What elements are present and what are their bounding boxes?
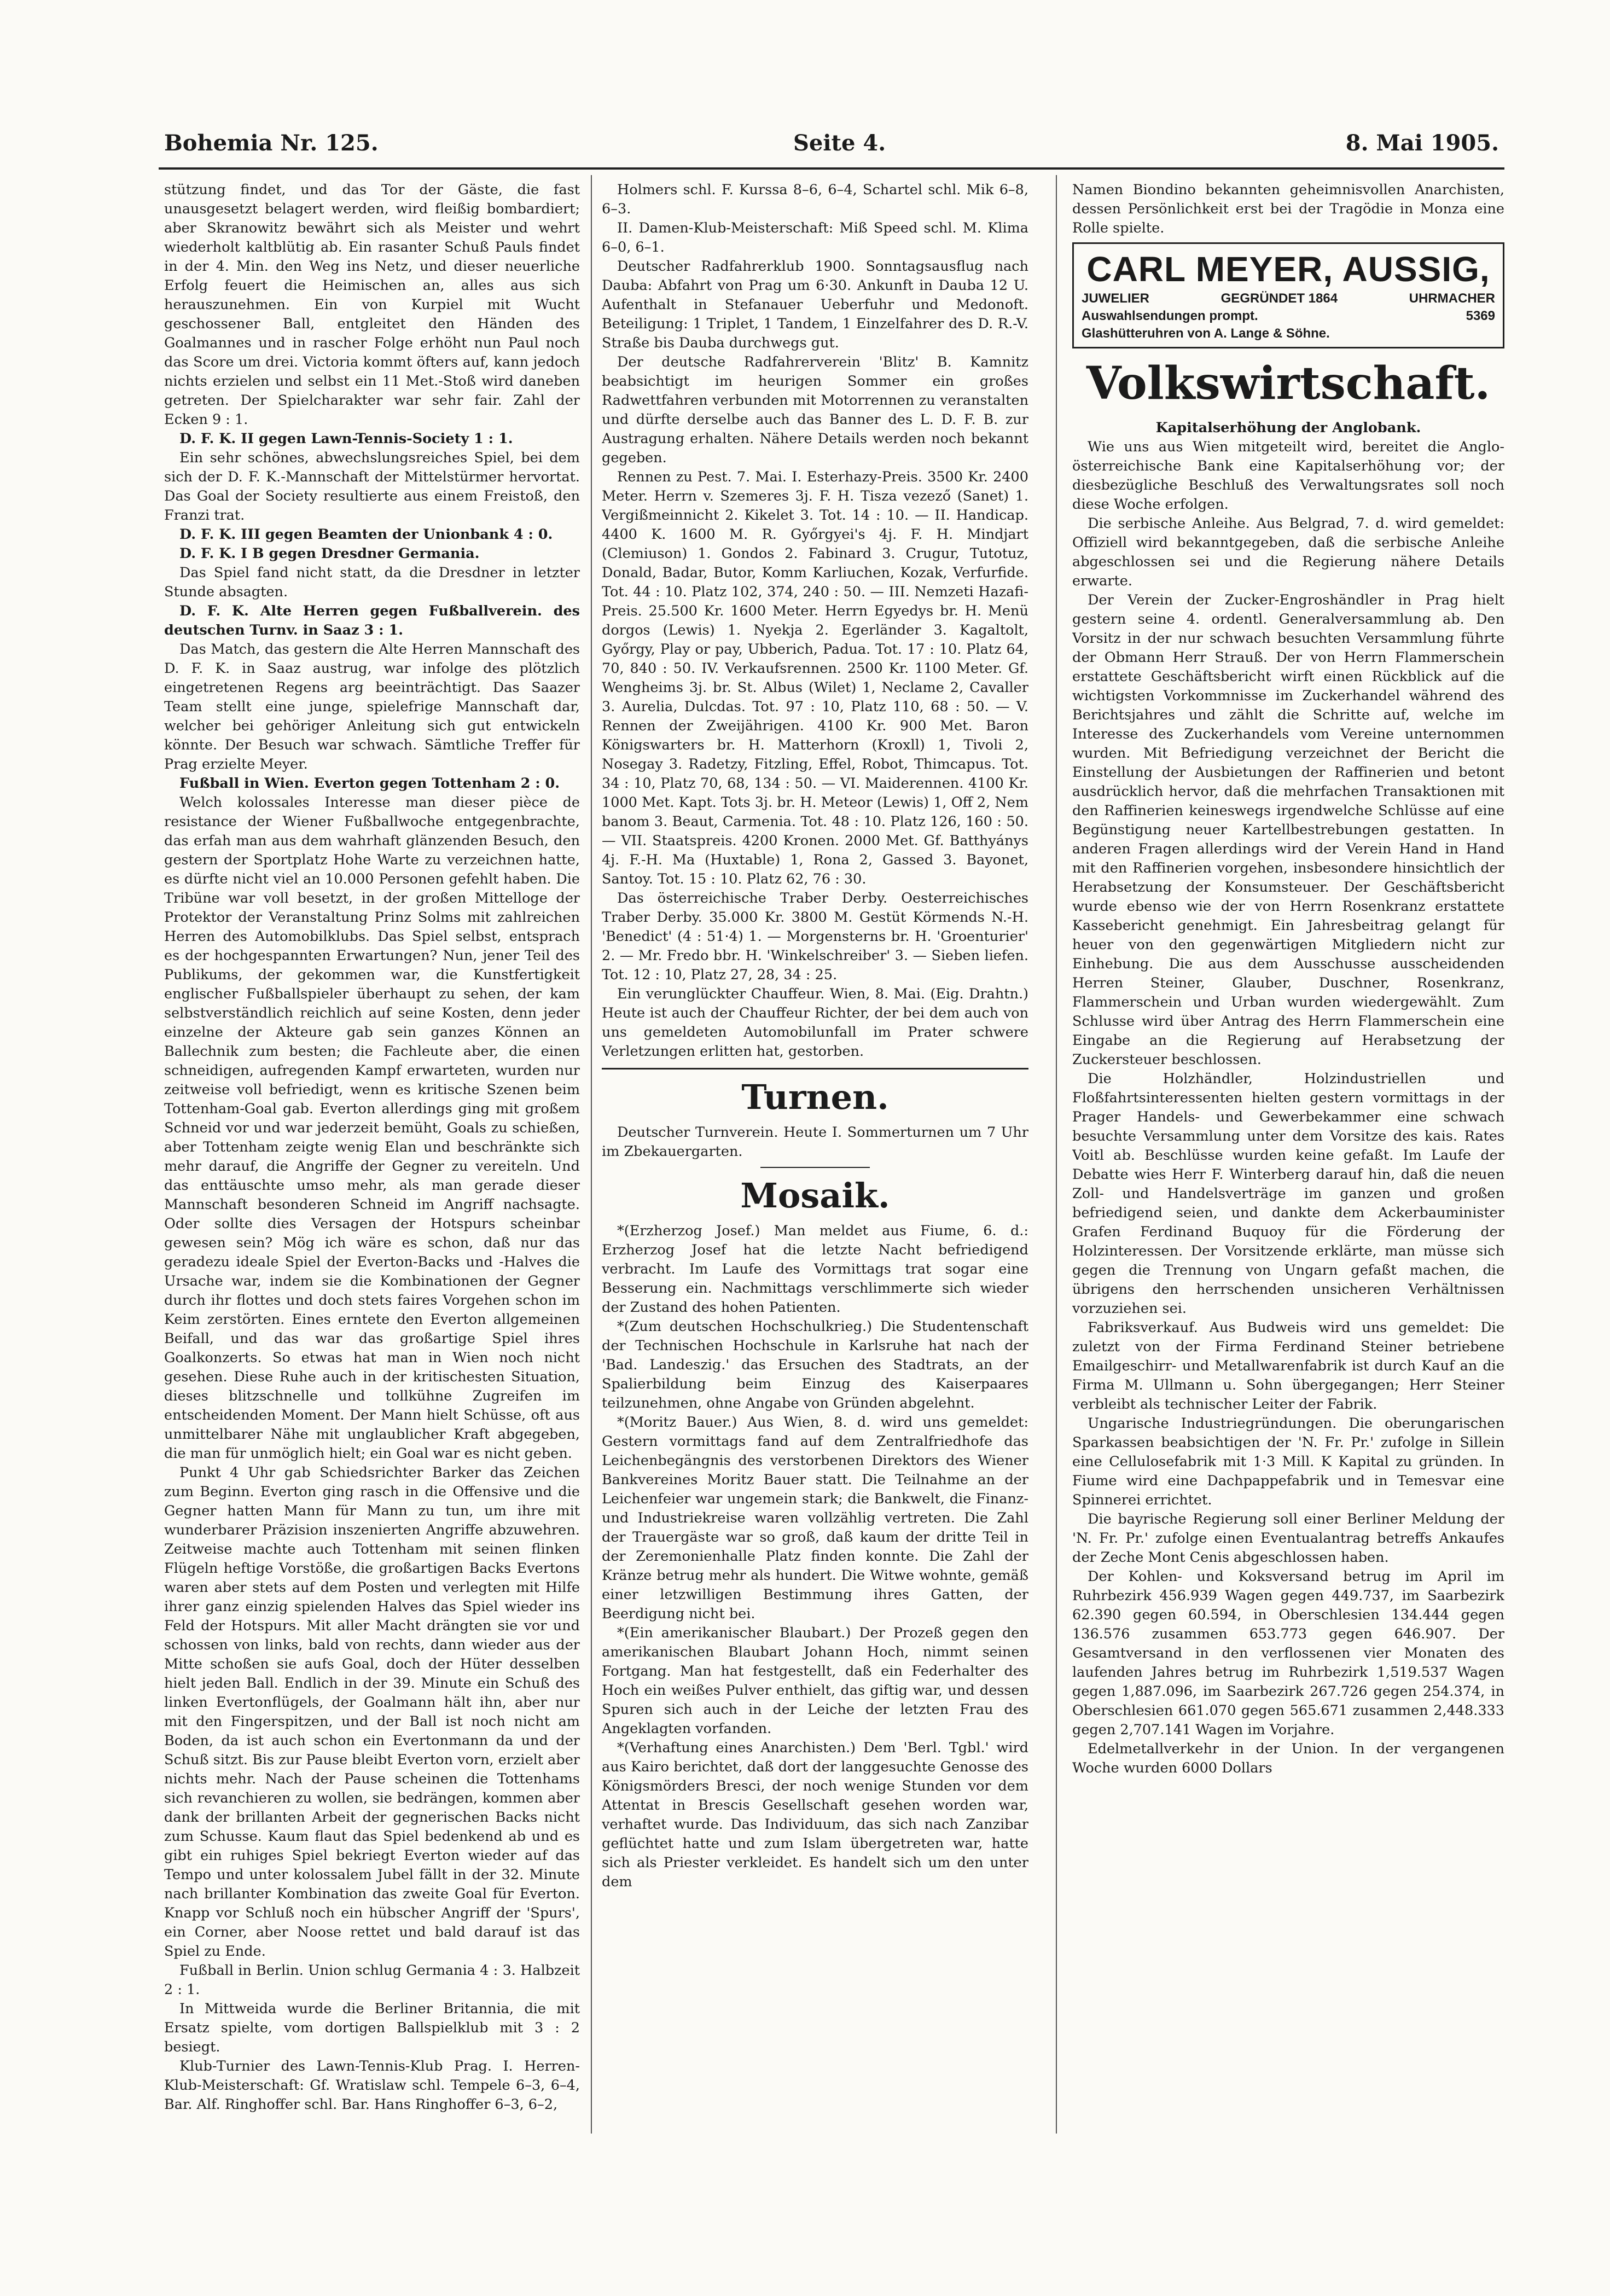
article-paragraph: Die serbische Anleihe. Aus Belgrad, 7. d. wird gemeldet: Offiziell wird bekanntgegeben, daß die serbische Anleihe abgeschlossen sei und die Regierung nähere Details erwarte. — [1072, 515, 1504, 589]
article-paragraph: Wie uns aus Wien mitgeteilt wird, bereitet die Anglo-österreichische Bank eine Kapitalserhöhung vor; der diesbezügliche Beschluß des Verwaltungsrates soll noch diese Woche erfolgen. — [1072, 439, 1504, 513]
page-number: Seite 4. — [793, 130, 886, 156]
article-subheading: D. F. K. I B gegen Dresdner Germania. — [179, 545, 480, 562]
article-paragraph: Fabriksverkauf. Aus Budweis wird uns gemeldet: Die zuletzt von der Firma Ferdinand Steiner betriebene Emailgeschirr- und Metallwarenfabrik ist durch Kauf an die Firma M. Ullmann u. Sohn übergegangen; Herr Steiner verbleibt als technischer Leiter der Fabrik. — [1072, 1320, 1504, 1413]
article-paragraph: Ein verunglückter Chauffeur. Wien, 8. Mai. (Eig. Drahtn.) Heute ist auch der Chauffeur Richter, der bei dem auch von uns gemeldeten Automobilunfall im Prater schwere Verletzungen erlitten hat, gestorben. — [602, 986, 1028, 1060]
article-subheading: D. F. K. Alte Herren gegen Fußballverein. des deutschen Turnv. in Saaz 3 : 1. — [164, 603, 580, 638]
ad-trades-line — [1082, 290, 1495, 307]
article-paragraph: Der deutsche Radfahrerverein 'Blitz' B. Kamnitz beabsichtigt im heurigen Sommer ein großes Radwettfahren verbunden mit Motorrennen zu veranstalten und dürfte derselbe auch das Banner des L. D. F. B. zur Austragung erhalten. Nähere Details werden noch bekannt gegeben. — [602, 354, 1028, 466]
page-header — [164, 126, 1499, 164]
article-paragraph: Das Match, das gestern die Alte Herren Mannschaft des D. F. K. in Saaz austrug, war infolge des plötzlich eingetretenen Regens arg beeinträchtigt. Das Saazer Team stellt eine junge, spielefrige Mannschaft dar, welcher bei gehöriger Anleitung sich gut entwickeln könnte. Der Besuch war schwach. Sämtliche Treffer für Prag erzielte Meyer. — [164, 641, 580, 772]
ad-title: CARL MEYER, AUSSIG, — [1086, 249, 1490, 289]
article-paragraph: Namen Biondino bekannten geheimnisvollen Anarchisten, dessen Persönlichkeit erst bei der Tragödie in Monza eine Rolle spielte. — [1072, 182, 1504, 236]
article-paragraph: *(Verhaftung eines Anarchisten.) Dem 'Berl. Tgbl.' wird aus Kairo berichtet, daß dort der langgesuchte Genosse des Königsmörders Bresci, der noch wenige Stunden vor dem Attentat in Brescis Gesellschaft gesehen worden war, verhaftet wurde. Das Individuum, das sich nach Zanzibar geflüchtet hatte und zum Islam übergetreten war, hatte sich als Priester verkleidet. Es handelt sich um den unter dem — [602, 1740, 1028, 1890]
article-paragraph: Deutscher Turnverein. Heute I. Sommerturnen um 7 Uhr im Zbekauergarten. — [602, 1124, 1028, 1160]
article-paragraph: Der Kohlen- und Koksversand betrug im April im Ruhrbezirk 456.939 Wagen gegen 449.737, im Saarbezirk 62.390 gegen 60.594, in Oberschlesien 134.444 gegen 136.576 zusammen 653.773 gegen 646.907. Der Gesamtversand in den verflossenen vier Monaten des laufenden Jahres betrug im Ruhrbezirk 1,519.537 Wagen gegen 1,887.096, im Saarbezirk 267.726 gegen 254.374, in Oberschlesien 661.070 gegen 565.671 zusammen 2,448.333 gegen 2,707.141 Wagen im Vorjahre. — [1072, 1568, 1504, 1738]
article-paragraph: *(Erzherzog Josef.) Man meldet aus Fiume, 6. d.: Erzherzog Josef hat die letzte Nacht befriedigend verbracht. Im Laufe des Vormittags trat sogar eine Besserung ein. Nachmittags verschlimmerte sich wieder der Zustand des hohen Patienten. — [602, 1223, 1028, 1316]
article-paragraph: Das österreichische Traber Derby. Oesterreichisches Traber Derby. 35.000 Kr. 3800 M. Gestüt Körmends N.-H. 'Benedict' (4 : 51·4) 1. — Morgensterns br. H. 'Groenturier' 2. — Mr. Fredo bbr. H. 'Winkelschreiber' 3. — Sieben liefen. Tot. 12 : 10, Platz 27, 28, 34 : 25. — [602, 890, 1028, 983]
ad-shipping: Auswahlsendungen prompt. — [1082, 309, 1258, 323]
article-paragraph: Der Verein der Zucker-Engroshändler in Prag hielt gestern seine 4. ordentl. Generalversammlung ab. Den Vorsitz in der nur schwach besuchten Versammlung führte der Obmann Herr Strauß. Der von Herrn Flammerschein erstattete Geschäftsbericht wirft einen Rückblick auf die wichtigsten Vorkommnisse im Zuckerhandel während des Berichtsjahres und zählt die Schritte auf, welche im Interesse des Zuckerhandels vom Vereine unternommen wurden. Mit Befriedigung verzeichnet der Bericht die Einstellung der Ausbietungen der Raffinerien und betont ausdrücklich hervor, daß die mehrfachen Transaktionen mit den Raffinerien keineswegs irgendwelche Schlüsse auf eine Begünstigung neuer Kartellbestrebungen gestatten. In anderen Fragen allerdings wird der Verein Hand in Hand mit den Raffinerien vorgehen, insbesondere hinsichtlich der Herabsetzung der Konsumsteuer. Der Geschäftsbericht wurde ebenso wie der von Herrn Rosenkranz erstattete Kassebericht genehmigt. Ein Jahresbeitrag gelangt für heuer von den gegenwärtigen Mitgliedern nicht zur Einhebung. Die aus dem Ausschusse ausscheidenden Herren Steiner, Glauber, Duschner, Rosenkranz, Flammerschein und Urban wurden wiedergewählt. Zum Schlusse wird über Antrag des Herrn Flammerschein eine Eingabe an die Regierung auf Herabsetzung der Zuckersteuer beschlossen. — [1072, 592, 1504, 1068]
article-paragraph: In Mittweida wurde die Berliner Britannia, die mit Ersatz spielte, vom dortigen Ballspielklub mit 3 : 2 besiegt. — [164, 2001, 580, 2055]
article-paragraph: Edelmetallverkehr in der Union. In der vergangenen Woche wurden 6000 Dollars — [1072, 1741, 1504, 1776]
ad-shipping-line — [1082, 307, 1495, 325]
section-heading-turnen: Turnen. — [741, 1077, 889, 1117]
article-paragraph: Punkt 4 Uhr gab Schiedsrichter Barker das Zeichen zum Beginn. Everton ging rasch in die Offensive und die Gegner hatten Mann für Mann zu tun, um ihre mit wunderbarer Präzision inszenierten Angriffe abzuwehren. Zeitweise machte auch Tottenham mit seinen flinken Flügeln heftige Vorstöße, die großartigen Backs Evertons waren aber stets auf dem Posten und verlegten mit Hilfe ihrer ganz einzig spielenden Halves das Spiel wieder ins Feld der Hotspurs. Mit aller Macht drängten sie vor und schossen von links, bald von rechts, dann wieder aus der Mitte schoßen sie aufs Goal, doch der Hüter desselben hielt jeden Ball. Endlich in der 39. Minute ein Schuß des linken Evertonflügels, der Goalmann hält ihn, aber nur mit den Fingerspitzen, und der Ball ist noch nicht am Boden, da ist auch schon ein Evertonmann da und der Schuß sitzt. Bis zur Pause bleibt Everton vorn, erzielt aber nichts mehr. Nach der Pause scheinen die Tottenhams sich revanchieren zu wollen, sie bedrängen, kommen aber dank der brillanten Arbeit der gegnerischen Backs nicht zum Schusse. Kaum flaut das Spiel bedenkend ab und es gibt ein ruhiges Spiel bekriegt Everton wieder auf das Tempo und unter kolossalem Jubel fällt in der 32. Minute nach brillanter Kombination das zweite Goal für Everton. Knapp vor Schluß noch ein hübscher Angriff der 'Spurs', ein Corner, aber Noose rettet und bald darauf ist das Spiel zu Ende. — [164, 1464, 580, 1960]
article-paragraph: *(Ein amerikanischer Blaubart.) Der Prozeß gegen den amerikanischen Blaubart Johann Hoch, nimmt seinen Fortgang. Man hat festgestellt, daß ein Federhalter des Hoch ein weißes Pulver enthielt, das giftig war, und dessen Spuren sich auch in der Leiche der letzten Frau des Angeklagten vorfanden. — [602, 1625, 1028, 1737]
issue-date: 8. Mai 1905. — [1345, 130, 1499, 156]
article-subheading: Fußball in Wien. Everton gegen Tottenham 2 : 0. — [179, 775, 560, 792]
article-paragraph: Deutscher Radfahrerklub 1900. Sonntagsausflug nach Dauba: Abfahrt von Prag um 6·30. Ankunft in Dauba 12 U. Aufenthalt in Stefanauer Ueberfuhr und Medonoft. Beteiligung: 1 Triplet, 1 Tandem, 1 Einzelfahrer des D. R.-V. Straße bis Dauba durchwegs gut. — [602, 258, 1028, 351]
article-paragraph: *(Moritz Bauer.) Aus Wien, 8. d. wird uns gemeldet: Gestern vormittags fand auf dem Zentralfriedhofe das Leichenbegängnis des verstorbenen Direktors des Wiener Bankvereines Moritz Bauer statt. Die Teilnahme an der Leichenfeier war ungemein stark; die Bankwelt, die Finanz- und Industriekreise waren vollzählig vertreten. Die Zahl der Trauergäste war so groß, daß kaum der dritte Teil in der Zeremonienhalle Platz finden konnte. Die Zahl der Kränze betrug mehr als hundert. Die Witwe wohnte, gemäß einer letzwilligen Bestimmung ihres Gatten, der Beerdigung nicht bei. — [602, 1414, 1028, 1622]
article-paragraph: stützung findet, und das Tor der Gäste, die fast unausgesetzt belagert werden, wird fleißig bombardiert; aber Skranowitz bewährt sich als Meister und wehrt wiederholt kaltblütig ab. Ein rasanter Schuß Pauls findet in der 4. Min. den Weg ins Netz, und dieser neuerliche Erfolg feuert die Heimischen an, alles aus sich herauszunehmen. Ein von Kurpiel mit Wucht geschossener Ball, entgleitet den Händen des Goalmannes und in rascher Folge erhöht nun Paul noch das Score um drei. Victoria kommt öfters auf, kann jedoch nichts erzielen und selbst ein 11 Met.-Stoß wird daneben getreten. Der Spielcharakter war sehr fair. Zahl der Ecken 9 : 1. — [164, 182, 580, 428]
article-paragraph: Die Holzhändler, Holzindustriellen und Floßfahrtsinteressenten hielten gestern vormittags in der Prager Handels- und Gewerbekammer eine schwach besuchte Versammlung unter dem Vorsitze des kais. Rates Voitl ab. Beschlüsse wurden keine gefaßt. Im Laufe der Debatte wies Herr F. Winterberg darauf hin, daß die neuen Zoll- und Handelsverträge im ganzen und großen befriedigend seien, und dankte dem Ackerbauminister Grafen Ferdinand Buquoy für die Förderung der Holzinteressen. Der Vorsitzende erklärte, man müsse sich gegen die Trennung von Ungarn gefaßt machen, die übrigens den herrschenden unsicheren Verhältnissen vorzuziehen sei. — [1072, 1071, 1504, 1317]
article-paragraph: Die bayrische Regierung soll einer Berliner Meldung der 'N. Fr. Pr.' zufolge einen Eventualantrag betreffs Ankaufes der Zeche Mont Cenis abgeschlossen haben. — [1072, 1511, 1504, 1566]
article-subheading: Kapitalserhöhung der Anglobank. — [1155, 420, 1421, 436]
section-rule — [602, 1068, 1028, 1069]
column-divider — [591, 175, 592, 2134]
ad-number: 5369 — [1466, 309, 1495, 323]
section-heading-mosaik: Mosaik. — [740, 1176, 890, 1216]
article-paragraph: Ungarische Industriegründungen. Die oberungarischen Sparkassen beabsichtigen der 'N. Fr. Pr.' zufolge in Sillein eine Cellulosefabrik mit 1·3 Mill. K Kapital zu gründen. In Fiume wird eine Dachpappefabrik und in Temesvar eine Spinnerei errichtet. — [1072, 1415, 1504, 1508]
section-rule — [760, 1167, 870, 1168]
ad-brand-line: Glashütteruhren von A. Lange & Söhne. — [1082, 326, 1330, 341]
article-paragraph: *(Zum deutschen Hochschulkrieg.) Die Studentenschaft der Technischen Hochschule in Karlsruhe hat nach der 'Bad. Landeszig.' das Ersuchen des Stadtrats, an der Spalierbildung beim Einzug des Kaiserpaares teilzunehmen, ohne Angabe von Gründen abgelehnt. — [602, 1318, 1028, 1411]
masthead-issue: Bohemia Nr. 125. — [164, 130, 379, 156]
article-paragraph: Fußball in Berlin. Union schlug Germania 4 : 3. Halbzeit 2 : 1. — [164, 1962, 580, 1998]
article-paragraph: II. Damen-Klub-Meisterschaft: Miß Speed schl. M. Klima 6–0, 6–1. — [602, 220, 1028, 255]
ad-trade-left: JUWELIER — [1082, 291, 1150, 306]
article-paragraph: Welch kolossales Interesse man dieser pièce de resistance der Wiener Fußballwoche entgegenbrachte, das erfah man aus dem wahrhaft glänzenden Besuch, den gestern der Sportplatz Hohe Warte zu verzeichnen hatte, es dürfte nicht viel an 10.000 Personen gefehlt haben. Die Tribüne war voll besetzt, in der großen Mittelloge der Protektor der Veranstaltung Prinz Solms mit zahlreichen Herren des Automobilklubs. Das Spiel selbst, entsprach es der hochgespannten Erwartungen? Nun, jener Teil des Publikums, der gekommen war, die Kunstfertigkeit englischer Fußballspieler überhaupt zu sehen, der kam selbstverständlich reichlich auf seine Kosten, denn jeder einzelne der Akteure gab sein ganzes Können an Ballechnik zum besten; die Fachleute aber, die einen schneidigen, aufregenden Kampf erwarteten, wurden nur zeitweise voll befriedigt, wenn es kritische Szenen beim Tottenham-Goal gab. Everton allerdings ging mit großem Schneid vor und war jederzeit bemüht, Goals zu schießen, aber Tottenham zeigte wenig Elan und beschränkte sich mehr darauf, die Angriffe der Gegner zu vereiteln. Und das enttäuschte umso mehr, als man gerade dieser Mannschaft besonderen Schneid im Angriff nachsagte. Oder sollte dies Versagen der Hotspurs scheinbar gewesen sein? Mög ich wäre es schon, daß nur das geradezu ideale Spiel der Everton-Backs und -Halves die Ursache war, indem sie die Kombinationen der Gegner durch ihr flottes und doch stets faires Vorgehen schon im Keim zerstörten. Eines erntete den Everton allgemeinen Beifall, und das war das großartige Spiel ihres Goalkonzerts. So etwas hat man in Wien noch nicht gesehen. Diese Ruhe auch in der kritischesten Situation, dieses blitzschnelle und tollkühne Zugreifen im entscheidenden Moment. Der Mann hielt Schüsse, oft aus unmittelbarer Nähe mit unglaublicher Kraft abgegeben, die man für unmöglich hielt; ein Goal war es nicht geben. — [164, 794, 580, 1462]
section-heading-volkswirtschaft: Volkswirtschaft. — [1086, 357, 1491, 410]
article-subheading: D. F. K. III gegen Beamten der Unionbank 4 : 0. — [179, 526, 553, 543]
article-paragraph: Rennen zu Pest. 7. Mai. I. Esterhazy-Preis. 3500 Kr. 2400 Meter. Herrn v. Szemeres 3j. F. H. Tisza vezező (Sanet) 1. Vergißmeinnicht 2. Kikelet 3. Tot. 14 : 10. — II. Handicap. 4400 K. 1600 M. R. Győrgyei's 4j. F. H. Mindjart (Clemiuson) 1. Gondos 2. Fabinard 3. Crugur, Tutotuz, Donald, Badar, Butor, Komm Karliuchen, Kozak, Verfurfide. Tot. 44 : 10. Platz 102, 374, 240 : 50. — III. Nemzeti Hazafi-Preis. 25.500 Kr. 1600 Meter. Herrn Egyedys br. H. Menü dorgos (Lewis) 1. Nyekja 2. Egerländer 3. Kagaltolt, Győrgy, Play or pay, Ubberich, Padua. Tot. 17 : 10. Platz 64, 70, 840 : 50. IV. Verkaufsrennen. 2500 Kr. 1100 Meter. Gf. Wengheims 3j. br. St. Albus (Wilet) 1, Neclame 2, Cavaller 3. Aurelia, Dulcdas. Tot. 97 : 10, Platz 110, 68 : 50. — V. Rennen der Zweijährigen. 4100 Kr. 900 Met. Baron Königswarters br. H. Matterhorn (Kroxll) 1, Tivoli 2, Nosegay 3. Radetzy, Fitzling, Effel, Robot, Thimcapus. Tot. 34 : 10, Platz 70, 68, 134 : 50. — VI. Maiderennen. 4100 Kr. 1000 Met. Kapt. Tots 3j. br. H. Meteor (Lewis) 1, Off 2, Nem banom 3. Beaut, Carmenia. Tot. 48 : 10. Platz 126, 160 : 50. — VII. Staatspreis. 4200 Kronen. 2000 Met. Gf. Batthyánys 4j. F.-H. Ma (Huxtable) 1, Rona 2, Gassed 3. Bayonet, Santoy. Tot. 15 : 10. Platz 62, 76 : 30. — [602, 469, 1028, 887]
article-paragraph: Ein sehr schönes, abwechslungsreiches Spiel, bei dem sich der D. F. K.-Mannschaft der Mittelstürmer hervortat. Das Goal der Society resultierte aus einem Freistoß, den Franzi trat. — [164, 450, 580, 524]
header-rule — [159, 167, 1504, 170]
column-sport-mosaik — [602, 181, 1028, 2128]
article-subheading: D. F. K. II gegen Lawn-Tennis-Society 1 : 1. — [179, 431, 513, 447]
ad-trade-right: UHRMACHER — [1409, 291, 1495, 306]
article-paragraph: Holmers schl. F. Kurssa 8–6, 6–4, Schartel schl. Mik 6–8, 6–3. — [602, 182, 1028, 217]
column-divider — [1056, 175, 1057, 2134]
ad-founded: GEGRÜNDET 1864 — [1220, 291, 1338, 306]
advertisement-carl-meyer — [1072, 242, 1504, 348]
column-sport — [164, 181, 580, 2128]
article-paragraph: Das Spiel fand nicht statt, da die Dresdner in letzter Stunde absagten. — [164, 565, 580, 600]
article-paragraph: Klub-Turnier des Lawn-Tennis-Klub Prag. I. Herren-Klub-Meisterschaft: Gf. Wratislaw schl. Tempele 6–3, 6–4, Bar. Alf. Ringhoffer schl. Bar. Hans Ringhoffer 6–3, 6–2, — [164, 2058, 580, 2113]
column-volkswirtschaft — [1072, 181, 1504, 2128]
